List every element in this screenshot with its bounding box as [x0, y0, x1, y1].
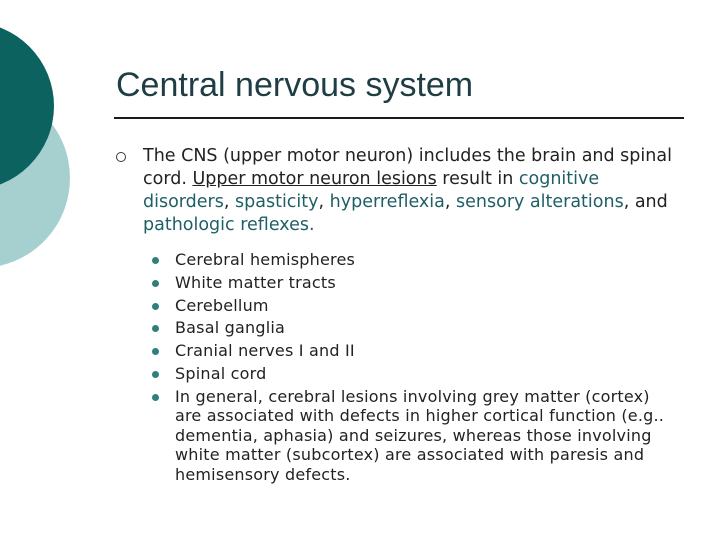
main-point-text: The CNS (upper motor neuron) includes the brain and spinal cord. Upper motor neuron lesions result in cognitive disorders, spasticity, hyperreflexia, sensory alterations, and pathologic reflexes. [143, 146, 672, 235]
sub-point-text: Cerebral hemispheres [175, 250, 356, 269]
bullet-dot-icon [152, 371, 159, 378]
sub-point-text: In general, cerebral lesions involving grey matter (cortex) are associated with defects in higher cortical function (e.g.. dementia, aphasia) and seizures, whereas those involving white matter (subcortex) are associated with paresis and hemisensory defects. [175, 386, 665, 484]
sub-point-text: Spinal cord [175, 363, 267, 383]
sub-point-item [150, 364, 670, 384]
sub-point-item [150, 250, 670, 270]
bullet-dot-icon [152, 348, 159, 355]
sub-point-text: Cranial nerves I and II [175, 341, 355, 361]
sub-point-item [150, 387, 670, 485]
hollow-circle-bullet-icon [116, 152, 126, 162]
bullet-dot-icon [152, 280, 159, 287]
keyword-hyperreflexia: hyperreflexia [329, 192, 445, 212]
bullet-dot-icon [152, 325, 159, 332]
main-point-intro: The CNS (upper motor neuron) includes the brain and spinal cord. [143, 146, 672, 189]
sub-point-item [150, 318, 670, 338]
sub-point-text: Basal ganglia [175, 318, 286, 338]
title-divider [114, 117, 684, 119]
sub-point-item [150, 273, 670, 293]
bullet-dot-icon [152, 303, 159, 310]
decorative-teal-circles [0, 0, 120, 300]
bullet-dot-icon [152, 257, 159, 264]
upper-motor-neuron-lesions-link[interactable]: Upper motor neuron lesions [192, 169, 437, 189]
bullet-dot-icon [152, 394, 159, 401]
slide-title: Central nervous system [116, 66, 474, 104]
sub-point-item [150, 341, 670, 361]
sub-point-list [150, 250, 670, 488]
keyword-sensory-alterations: sensory alterations [456, 192, 624, 212]
keyword-spasticity: spasticity [235, 192, 319, 212]
sub-point-text: Cerebellum [175, 295, 269, 315]
sub-point-item [150, 296, 670, 316]
sub-point-text: White matter tracts [175, 272, 336, 292]
keyword-pathologic-reflexes: pathologic reflexes. [143, 215, 315, 235]
keyword-cognitive-disorders: cognitive disorders [143, 169, 600, 212]
